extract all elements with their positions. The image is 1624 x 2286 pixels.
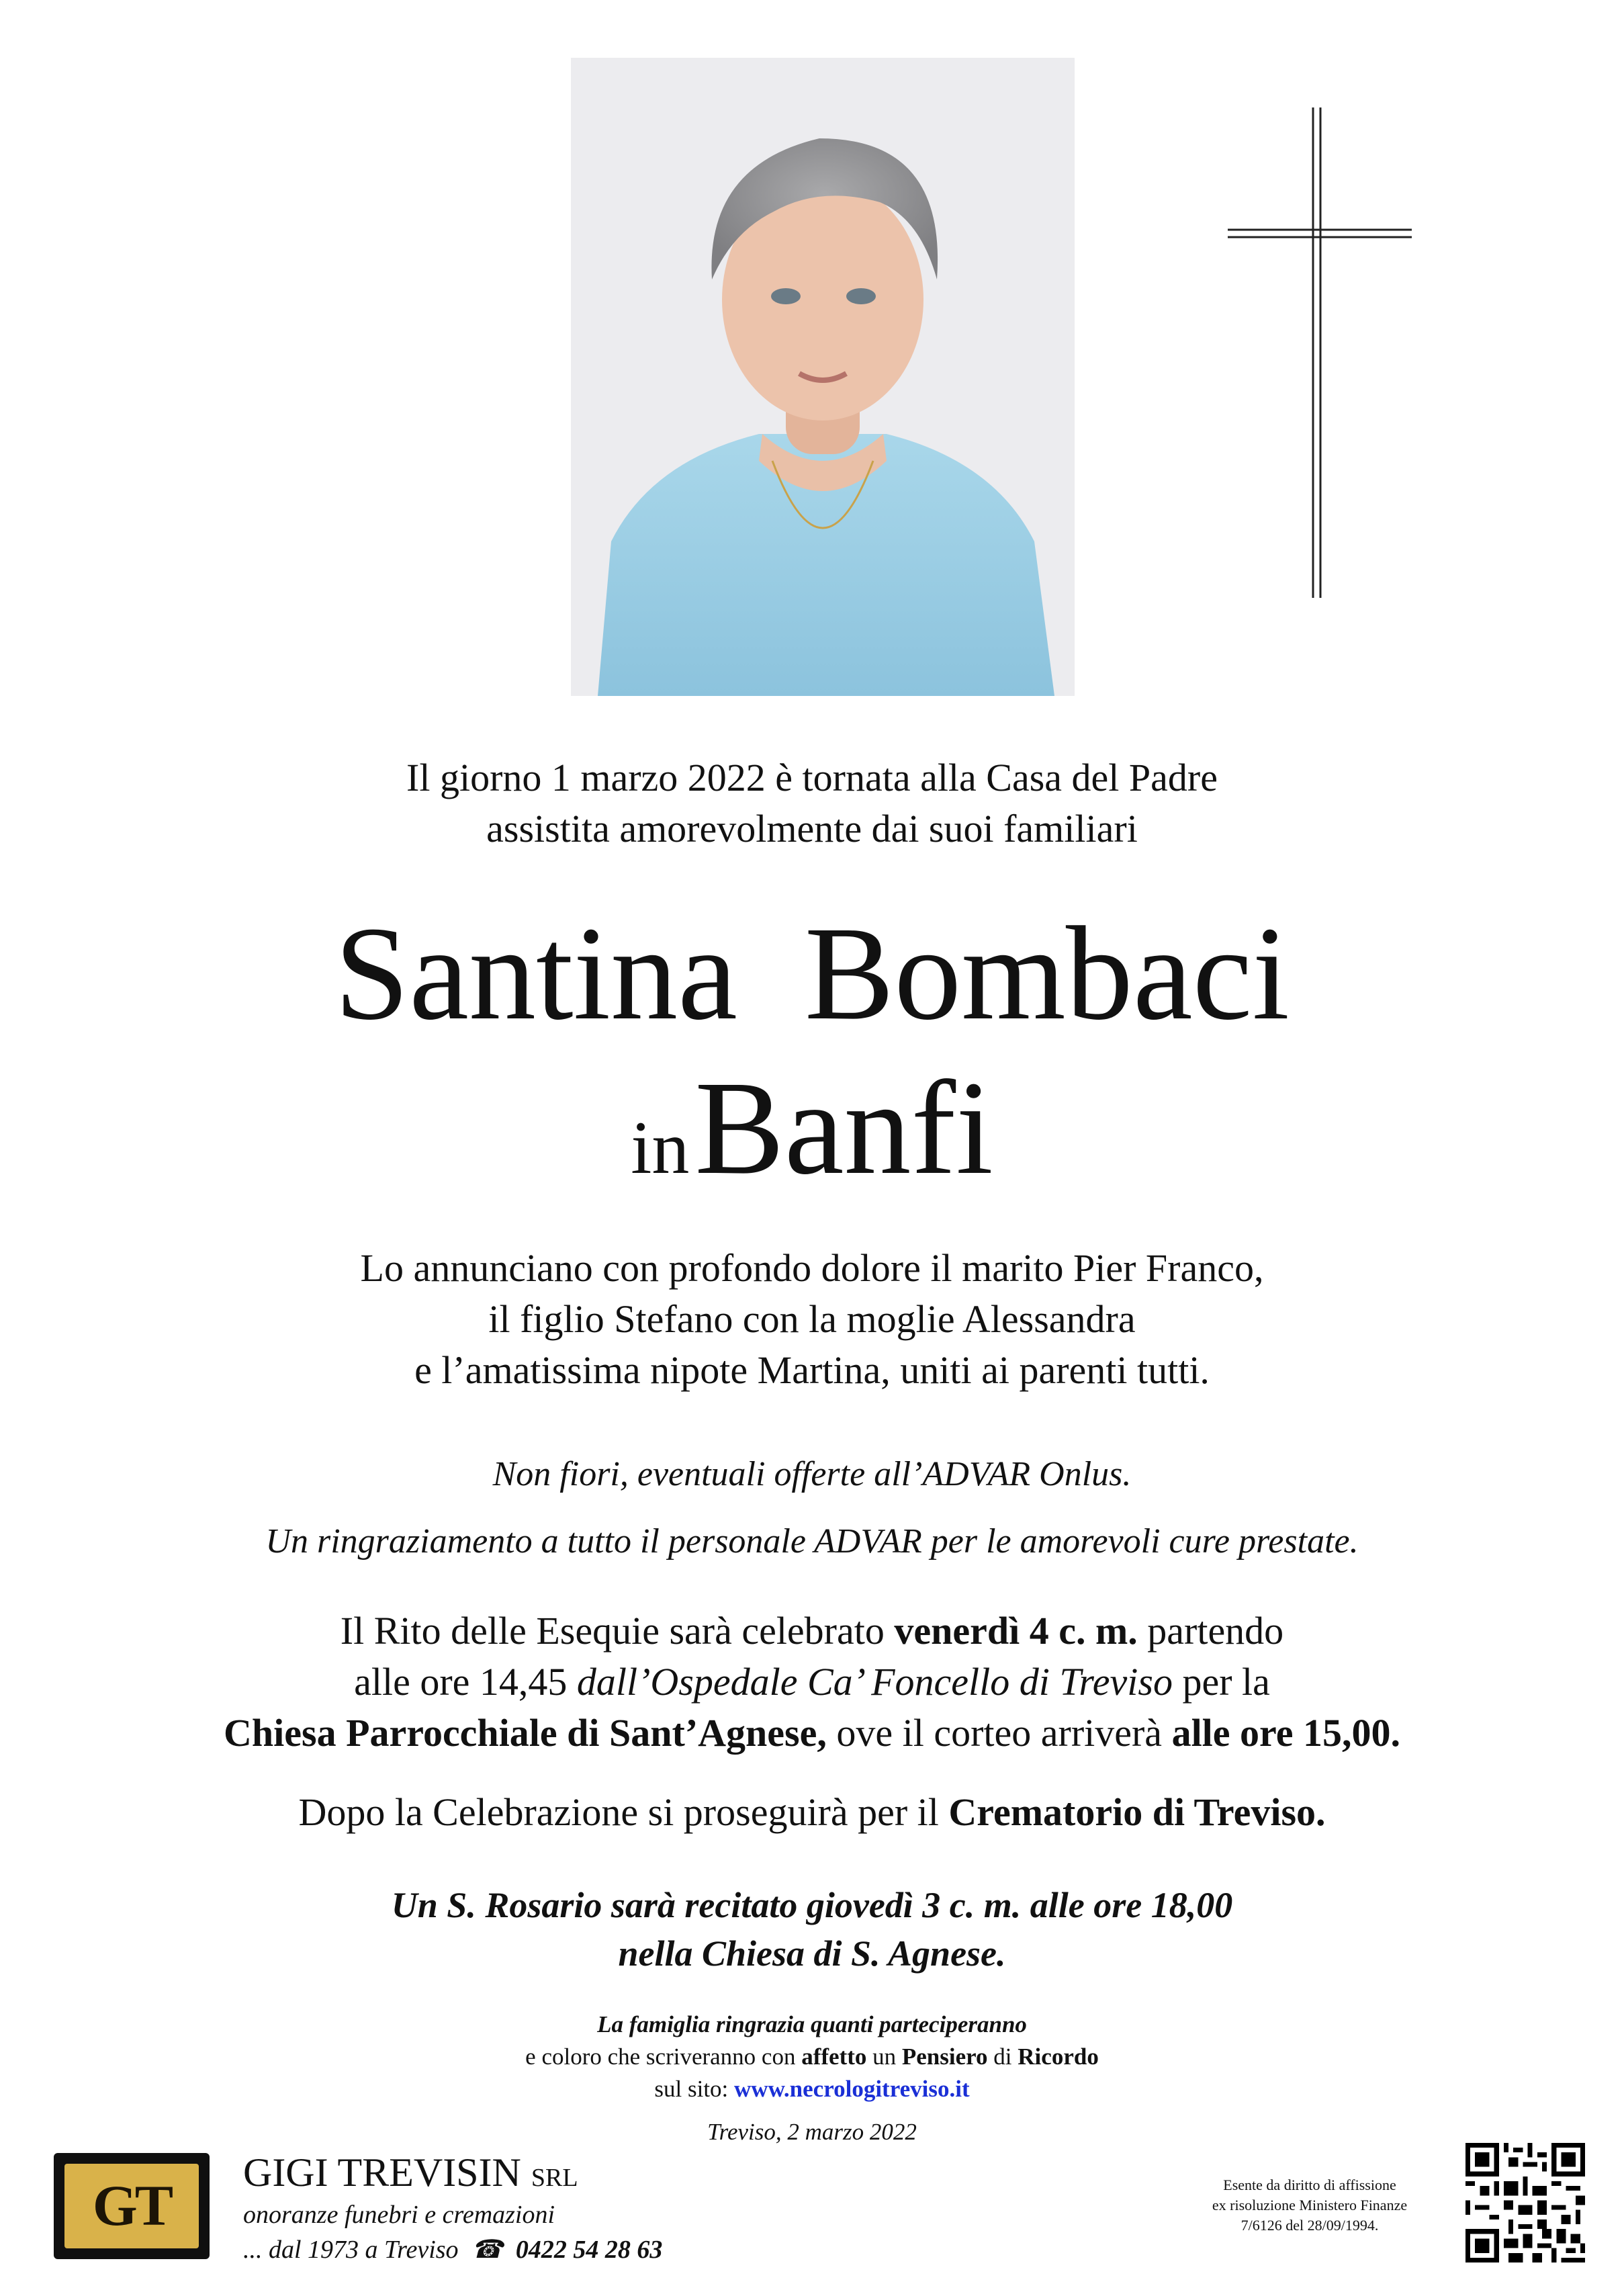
name-in-word: in bbox=[631, 1106, 690, 1190]
funeral-line-3-mid: ove il corteo arriverà bbox=[826, 1711, 1172, 1755]
company-suffix: SRL bbox=[531, 2164, 578, 2192]
thanks-site-label: sul sito: bbox=[654, 2076, 735, 2102]
intro-text bbox=[0, 752, 1624, 854]
after-text: Dopo la Celebrazione si proseguirà per il bbox=[298, 1790, 949, 1834]
flowers-note: Non fiori, eventuali offerte all’ADVAR Onlus. bbox=[492, 1455, 1132, 1493]
company-name bbox=[243, 2148, 578, 2202]
intro-line-1: Il giorno 1 marzo 2022 è tornata alla Casa del Padre bbox=[406, 756, 1218, 799]
funeral-departure: dall’Ospedale Ca’ Foncello di Treviso bbox=[576, 1660, 1173, 1704]
exempt-line-3: 7/6126 del 28/09/1994. bbox=[1240, 2217, 1379, 2234]
married-surname: Banfi bbox=[694, 1054, 993, 1202]
funeral-date: venerdì 4 c. m. bbox=[894, 1609, 1138, 1653]
telephone-icon: ☎ bbox=[471, 2236, 503, 2264]
funeral-line-1-text: Il Rito delle Esequie sarà celebrato bbox=[340, 1609, 895, 1653]
thanks-ricordo: Ricordo bbox=[1018, 2043, 1099, 2070]
rosary-notice bbox=[0, 1881, 1624, 1978]
funeral-line-2 bbox=[0, 1657, 1624, 1708]
funeral-line-3 bbox=[0, 1708, 1624, 1759]
exemption-note bbox=[1182, 2175, 1437, 2236]
cross-icon bbox=[1222, 107, 1417, 598]
thanks-pensiero: Pensiero bbox=[901, 2043, 988, 2070]
funeral-time: alle ore 14,45 bbox=[354, 1660, 577, 1704]
company-since bbox=[243, 2233, 662, 2267]
thanks-line-2-c: un bbox=[866, 2043, 902, 2070]
publication-date: Treviso, 2 marzo 2022 bbox=[707, 2119, 917, 2145]
crematorium: Crematorio di Treviso. bbox=[948, 1790, 1326, 1834]
thanks-line-3 bbox=[0, 2073, 1624, 2105]
company-name-text: GIGI TREVISIN bbox=[243, 2150, 521, 2195]
thanks-line-2-e: di bbox=[987, 2043, 1018, 2070]
phone-number: 0422 54 28 63 bbox=[515, 2236, 663, 2264]
logo-plate bbox=[64, 2164, 199, 2248]
funeral-arrival-time: alle ore 15,00. bbox=[1171, 1711, 1400, 1755]
website-link[interactable]: www.necrologitreviso.it bbox=[734, 2076, 970, 2102]
family-announcement bbox=[0, 1243, 1624, 1396]
portrait-illustration bbox=[571, 58, 1075, 696]
funeral-line-1 bbox=[0, 1606, 1624, 1657]
exempt-line-2: ex risoluzione Ministero Finanze bbox=[1212, 2197, 1408, 2213]
intro-line-2: assistita amorevolmente dai suoi familiari bbox=[486, 807, 1138, 850]
family-line-2: il figlio Stefano con la moglie Alessandra bbox=[488, 1297, 1136, 1341]
company-logo bbox=[54, 2153, 210, 2259]
thanks-affetto: affetto bbox=[801, 2043, 867, 2070]
since-text: ... dal 1973 a Treviso bbox=[243, 2236, 459, 2264]
funeral-line-1-end: partendo bbox=[1137, 1609, 1284, 1653]
married-name bbox=[0, 1055, 1624, 1244]
thanks-note: Un ringraziamento a tutto il personale ADVAR per le amorevoli cure prestate. bbox=[265, 1522, 1359, 1560]
portrait-photo bbox=[571, 58, 1075, 696]
thanks-line-2 bbox=[0, 2041, 1624, 2073]
funeral-church: Chiesa Parrocchiale di Sant’Agnese, bbox=[224, 1711, 827, 1755]
family-line-1: Lo annunciano con profondo dolore il marito Pier Franco, bbox=[360, 1246, 1264, 1290]
family-thanks bbox=[0, 2009, 1624, 2105]
rosary-line-1: Un S. Rosario sarà recitato giovedì 3 c. m. alle ore 18,00 bbox=[391, 1885, 1233, 1925]
company-tagline: onoranze funebri e cremazioni bbox=[243, 2201, 555, 2229]
rosary-line-2: nella Chiesa di S. Agnese. bbox=[618, 1933, 1006, 1974]
qr-code[interactable] bbox=[1465, 2143, 1585, 2262]
deceased-name: Santina Bombaci bbox=[334, 899, 1290, 1048]
logo-monogram: GT bbox=[92, 2173, 171, 2238]
funeral-line-2-end: per la bbox=[1172, 1660, 1270, 1704]
family-line-3: e l’amatissima nipote Martina, uniti ai parenti tutti. bbox=[414, 1348, 1210, 1392]
after-ceremony bbox=[0, 1787, 1624, 1838]
thanks-line-1: La famiglia ringrazia quanti parteciperanno bbox=[597, 2011, 1027, 2037]
funeral-details bbox=[0, 1606, 1624, 1759]
thanks-line-2-a: e coloro che scriveranno con bbox=[525, 2043, 802, 2070]
exempt-line-1: Esente da diritto di affissione bbox=[1223, 2177, 1396, 2193]
